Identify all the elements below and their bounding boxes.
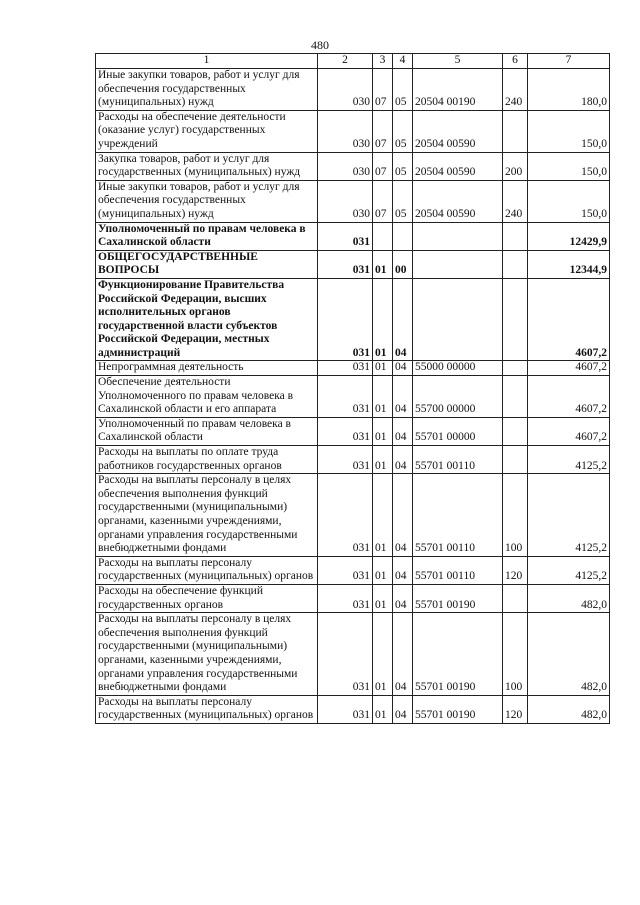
row-amount: 4125,2 bbox=[528, 556, 610, 584]
table-row bbox=[96, 278, 610, 361]
row-amount: 482,0 bbox=[528, 584, 610, 612]
row-code-section: 01 bbox=[373, 446, 393, 474]
row-code-expense-type: 100 bbox=[503, 613, 528, 696]
row-code-admin: 031 bbox=[318, 361, 373, 376]
row-code-subsection: 05 bbox=[393, 152, 413, 180]
row-name: Расходы на обеспечение функций государственных органов bbox=[96, 584, 318, 612]
row-name: Обеспечение деятельности Уполномоченного по правам человека в Сахалинской области и его аппарата bbox=[96, 376, 318, 418]
row-code-expense-type bbox=[503, 376, 528, 418]
row-code-subsection bbox=[393, 222, 413, 250]
row-code-expense-type bbox=[503, 584, 528, 612]
row-code-section: 07 bbox=[373, 69, 393, 111]
row-name: ОБЩЕГОСУДАРСТВЕННЫЕ ВОПРОСЫ bbox=[96, 250, 318, 278]
header-row bbox=[96, 54, 610, 69]
budget-table bbox=[95, 53, 610, 724]
row-amount: 150,0 bbox=[528, 110, 610, 152]
row-code-expense-type bbox=[503, 446, 528, 474]
row-code-expense-type bbox=[503, 361, 528, 376]
row-amount: 4607,2 bbox=[528, 376, 610, 418]
row-code-subsection: 05 bbox=[393, 180, 413, 222]
row-code-target bbox=[413, 278, 503, 361]
table-row bbox=[96, 584, 610, 612]
row-amount: 150,0 bbox=[528, 180, 610, 222]
row-code-admin: 031 bbox=[318, 474, 373, 557]
table-row bbox=[96, 376, 610, 418]
row-code-section: 07 bbox=[373, 110, 393, 152]
row-code-subsection: 05 bbox=[393, 69, 413, 111]
row-code-admin: 030 bbox=[318, 180, 373, 222]
row-name: Уполномоченный по правам человека в Сахалинской области bbox=[96, 417, 318, 445]
table-row bbox=[96, 446, 610, 474]
table-row bbox=[96, 556, 610, 584]
row-code-admin: 031 bbox=[318, 417, 373, 445]
row-code-target: 20504 00590 bbox=[413, 152, 503, 180]
col-header-4: 4 bbox=[393, 54, 413, 69]
table-row bbox=[96, 695, 610, 723]
row-code-section: 07 bbox=[373, 180, 393, 222]
row-code-section: 01 bbox=[373, 474, 393, 557]
row-code-expense-type: 240 bbox=[503, 180, 528, 222]
row-name: Расходы на выплаты по оплате труда работников государственных органов bbox=[96, 446, 318, 474]
row-code-section: 01 bbox=[373, 278, 393, 361]
row-code-section: 01 bbox=[373, 556, 393, 584]
row-amount: 4607,2 bbox=[528, 278, 610, 361]
table-row bbox=[96, 110, 610, 152]
col-header-7: 7 bbox=[528, 54, 610, 69]
row-code-target: 20504 00590 bbox=[413, 180, 503, 222]
row-name: Иные закупки товаров, работ и услуг для обеспечения государственных (муниципальных) нужд bbox=[96, 69, 318, 111]
row-code-subsection: 04 bbox=[393, 278, 413, 361]
row-name: Закупка товаров, работ и услуг для государственных (муниципальных) нужд bbox=[96, 152, 318, 180]
table-row bbox=[96, 250, 610, 278]
row-code-expense-type bbox=[503, 110, 528, 152]
row-name: Непрограммная деятельность bbox=[96, 361, 318, 376]
row-code-admin: 031 bbox=[318, 613, 373, 696]
col-header-6: 6 bbox=[503, 54, 528, 69]
row-amount: 4125,2 bbox=[528, 474, 610, 557]
row-code-admin: 030 bbox=[318, 110, 373, 152]
row-amount: 4125,2 bbox=[528, 446, 610, 474]
row-amount: 4607,2 bbox=[528, 417, 610, 445]
row-code-expense-type bbox=[503, 222, 528, 250]
col-header-5: 5 bbox=[413, 54, 503, 69]
table-row bbox=[96, 69, 610, 111]
row-code-target: 55701 00190 bbox=[413, 695, 503, 723]
row-code-subsection: 04 bbox=[393, 417, 413, 445]
row-code-section: 01 bbox=[373, 361, 393, 376]
row-code-section: 01 bbox=[373, 376, 393, 418]
row-code-target bbox=[413, 222, 503, 250]
table-row bbox=[96, 180, 610, 222]
row-code-admin: 031 bbox=[318, 278, 373, 361]
row-code-target: 55701 00110 bbox=[413, 474, 503, 557]
col-header-1: 1 bbox=[96, 54, 318, 69]
row-code-admin: 030 bbox=[318, 152, 373, 180]
row-code-subsection: 04 bbox=[393, 584, 413, 612]
row-code-expense-type: 120 bbox=[503, 695, 528, 723]
row-code-section: 01 bbox=[373, 695, 393, 723]
row-code-subsection: 04 bbox=[393, 474, 413, 557]
row-code-target: 55701 00190 bbox=[413, 613, 503, 696]
row-code-section: 01 bbox=[373, 584, 393, 612]
row-code-admin: 031 bbox=[318, 584, 373, 612]
row-code-subsection: 00 bbox=[393, 250, 413, 278]
row-code-subsection: 04 bbox=[393, 376, 413, 418]
row-code-section: 01 bbox=[373, 250, 393, 278]
row-code-admin: 031 bbox=[318, 446, 373, 474]
col-header-3: 3 bbox=[373, 54, 393, 69]
row-code-target: 55000 00000 bbox=[413, 361, 503, 376]
table-row bbox=[96, 361, 610, 376]
row-code-section: 07 bbox=[373, 152, 393, 180]
row-code-subsection: 04 bbox=[393, 695, 413, 723]
row-code-target: 55700 00000 bbox=[413, 376, 503, 418]
row-code-expense-type bbox=[503, 278, 528, 361]
row-code-section: 01 bbox=[373, 613, 393, 696]
row-amount: 12429,9 bbox=[528, 222, 610, 250]
row-code-expense-type: 100 bbox=[503, 474, 528, 557]
row-name: Расходы на обеспечение деятельности (оказание услуг) государственных учреждений bbox=[96, 110, 318, 152]
row-code-expense-type: 240 bbox=[503, 69, 528, 111]
row-code-admin: 031 bbox=[318, 556, 373, 584]
row-amount: 150,0 bbox=[528, 152, 610, 180]
row-name: Расходы на выплаты персоналу в целях обеспечения выполнения функций государственными (муниципальными) органами, казенными учреждениями, органами управления государственными внебюджетными фондами bbox=[96, 613, 318, 696]
row-name: Расходы на выплаты персоналу в целях обеспечения выполнения функций государственными (муниципальными) органами, казенными учреждениями, органами управления государственными внебюджетными фондами bbox=[96, 474, 318, 557]
row-amount: 482,0 bbox=[528, 613, 610, 696]
row-code-admin: 031 bbox=[318, 376, 373, 418]
row-code-subsection: 05 bbox=[393, 110, 413, 152]
row-amount: 4607,2 bbox=[528, 361, 610, 376]
row-amount: 482,0 bbox=[528, 695, 610, 723]
row-code-target bbox=[413, 250, 503, 278]
row-code-expense-type bbox=[503, 250, 528, 278]
table-body bbox=[96, 54, 610, 724]
row-code-target: 55701 00110 bbox=[413, 446, 503, 474]
page-number: 480 bbox=[311, 38, 329, 52]
row-name: Расходы на выплаты персоналу государственных (муниципальных) органов bbox=[96, 695, 318, 723]
row-amount: 12344,9 bbox=[528, 250, 610, 278]
row-code-section bbox=[373, 222, 393, 250]
row-code-target: 20504 00190 bbox=[413, 69, 503, 111]
row-code-expense-type: 200 bbox=[503, 152, 528, 180]
row-code-subsection: 04 bbox=[393, 556, 413, 584]
table-row bbox=[96, 152, 610, 180]
row-code-admin: 030 bbox=[318, 69, 373, 111]
row-name: Уполномоченный по правам человека в Сахалинской области bbox=[96, 222, 318, 250]
row-code-target: 55701 00110 bbox=[413, 556, 503, 584]
row-code-target: 20504 00590 bbox=[413, 110, 503, 152]
row-code-target: 55701 00190 bbox=[413, 584, 503, 612]
row-code-target: 55701 00000 bbox=[413, 417, 503, 445]
row-code-expense-type bbox=[503, 417, 528, 445]
row-name: Функционирование Правительства Российской Федерации, высших исполнительных органов государственной власти субъектов Российской Федерации, местных администраций bbox=[96, 278, 318, 361]
row-name: Расходы на выплаты персоналу государственных (муниципальных) органов bbox=[96, 556, 318, 584]
row-code-expense-type: 120 bbox=[503, 556, 528, 584]
table-row bbox=[96, 222, 610, 250]
row-code-subsection: 04 bbox=[393, 446, 413, 474]
row-code-subsection: 04 bbox=[393, 361, 413, 376]
row-code-admin: 031 bbox=[318, 695, 373, 723]
row-amount: 180,0 bbox=[528, 69, 610, 111]
table-row bbox=[96, 474, 610, 557]
row-name: Иные закупки товаров, работ и услуг для обеспечения государственных (муниципальных) нужд bbox=[96, 180, 318, 222]
row-code-admin: 031 bbox=[318, 222, 373, 250]
table-row bbox=[96, 417, 610, 445]
row-code-subsection: 04 bbox=[393, 613, 413, 696]
row-code-section: 01 bbox=[373, 417, 393, 445]
row-code-admin: 031 bbox=[318, 250, 373, 278]
table-row bbox=[96, 613, 610, 696]
col-header-2: 2 bbox=[318, 54, 373, 69]
